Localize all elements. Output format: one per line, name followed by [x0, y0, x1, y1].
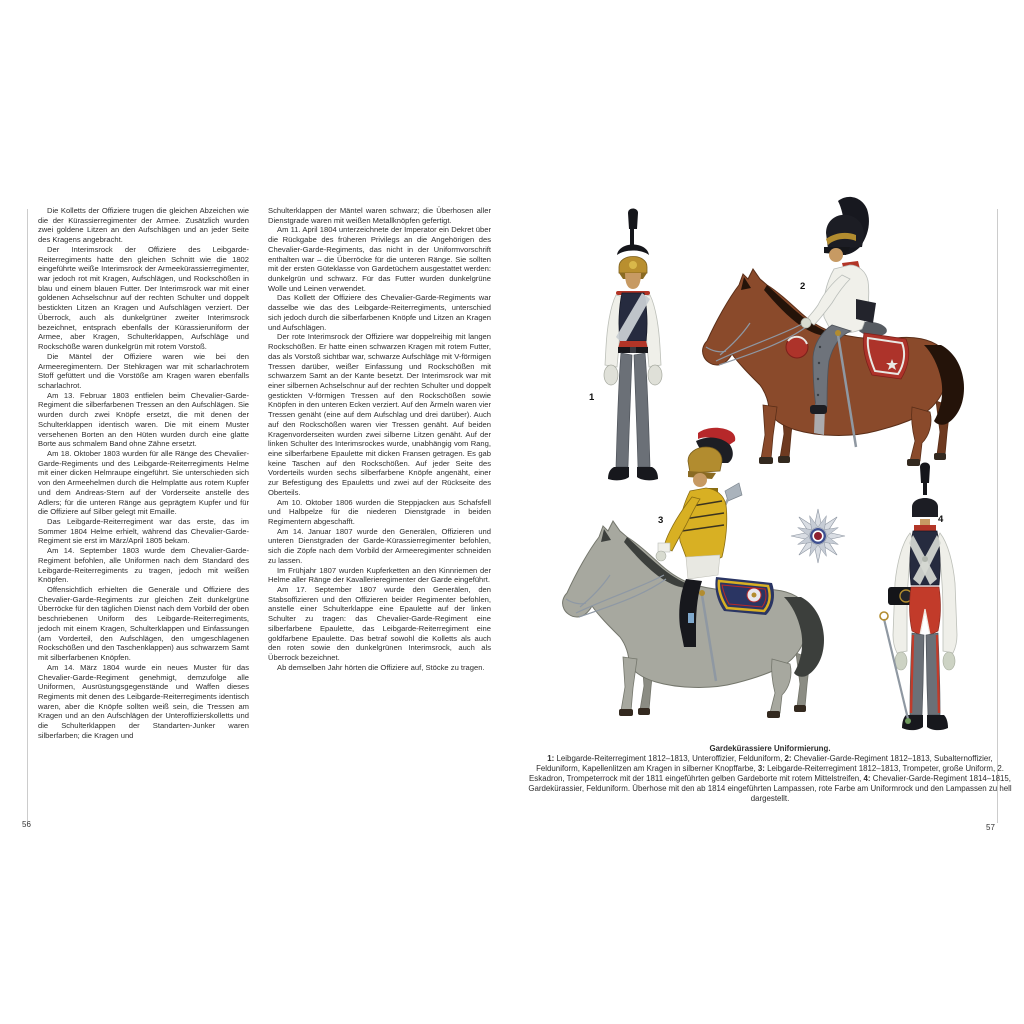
paragraph: Das Leibgarde-Reiterregiment war das erste, das im Sommer 1804 Helme erhielt, während das Chevalier-Garde-Regiment sie erst im März/April 1805 bekam.	[38, 517, 249, 546]
paragraph: Schulterklappen der Mäntel waren schwarz; die Überhosen aller Dienstgrade waren mit weißen Metallknöpfen gefertigt.	[268, 206, 491, 225]
paragraph: Am 14. September 1803 wurde dem Chevalier-Garde-Regiment befohlen, alle Uniformen nach dem Standard des Leibgarde-Reiterregiments zu tragen, jedoch mit weißen Knöpfen.	[38, 546, 249, 585]
guard-star-badge-icon	[791, 509, 845, 563]
paragraph: Am 11. April 1804 unterzeichnete der Imperator ein Dekret über die Rückgabe des früheren Privilegs an die Angehörigen des Chevalier-Garde-Regiments, das nicht in der Uniformvorschrift enthalten war – die Überröcke für die unteren Ränge. Sie sollten mit der ersten Güteklasse von Gardetüchern ausgestattet werden: dunkelgrün und schwarz. Für das Futter wurden dunkelgrüne Wolle und Leinen verwendet.	[268, 225, 491, 293]
text-column-1	[38, 206, 249, 741]
paragraph: Offensichtlich erhielten die Generäle und Offiziere des Chevalier-Garde-Regiments zur gleichen Zeit dunkelgrüne Überröcke für den täglichen Dienst nach dem Vorbild der oben beschriebenen Uniform des Leibgarde-Reiterregiments, jedoch mit einem Kragen, Schulterklappen und Einfassungen (am Vorderteil, den Aufschlägen, den umgeschlagenen Rockschößen und den Taschenklappen) aus schwarzem Samt mit silberfarbenen Knöpfen.	[38, 585, 249, 663]
caption-title: Gardekürassiere Uniformierung.	[709, 744, 831, 753]
caption-body: 1: Leibgarde-Reiterregiment 1812–1813, Unteroffizier, Felduniform, 2: Chevalier-Garde-Regiment 1812–1813, Subalternoffizier, Felduniform, Kapellenlitzen am Kragen in silberner Knopffarbe, 3: Leibgarde-Reiterregiment 1812–1813, Trompeter, große Uniform, 2. Eskadron, Trompeterrock mit der 1811 eingeführten gelben Gardeborte mit rotem Mittelstreifen, 4: Chevalier-Garde-Regiment 1814–1815, Gardekürassier, Felduniform. Überhose mit den ab 1814 eingeführten Lampassen, rote Farbe am Uniformrock und den Lampassen zu hell dargestellt.	[528, 753, 1012, 803]
standing-cuirassier-back-icon	[880, 463, 957, 731]
paragraph: Der Interimsrock der Offiziere des Leibgarde-Reiterregiments hatte den gleichen Schnitt wie die 1802 eingeführte weiße Interimsrock der Armeekürassierregimenter, war jedoch rot mit Kragen, Aufschlägen, und Rockschößen in blau und einem blauen Futter. Der Interimsrock war mit einer goldenen Achselschnur auf der rechten Schulter und doppelt bestickten Litzen an Kragen und Aufschlägen verziert. Der Überrock, auch als dunkelgrüner zweiter Interimsrock bezeichnet, entsprach ebenfalls der Kürassieruniform der Armee, aber Kragen, Schulterklappen, Aufschläge und Rockschöße waren dunkelgrün mit rotem Vorstoß.	[38, 244, 249, 352]
figure-label-1: 1	[589, 392, 595, 403]
paragraph: Ab demselben Jahr hörten die Offiziere auf, Stöcke zu tragen.	[277, 662, 485, 672]
paragraph: Der rote Interimsrock der Offiziere war doppelreihig mit langen Rockschößen. Er hatte einen schwarzen Kragen mit rotem Futter, das als Vorstoß sichtbar war, schwarze Aufschläge mit V-förmigen Tressen darüber, weißer Einfassung und Rockschößen mit schwarzem Samt an der Kante besetzt. Der Interimsrock war mit einer silbernen Achselschnur auf der rechten Schulter und doppelt gestickten V-förmigen Tressen auf den Rockschößen sowie Knöpfen in den unteren Ecken verziert. Auf den Ärmeln waren vier Tressen genäht (eine auf dem Aufschlag und drei darüber). Auch auf den Rockschößen waren vier Tressen genäht. Auf beiden Kragenvorderseiten wurden zwei silberne Litzen genäht. Auf der linken Schulter des Interimsrockes wurde, unabhängig vom Rang, eine silberfarbene Epaulette mit dicken Fransen getragen. Es gab keine Taschen auf den Rockschößen. Auf jeder Seite des Vorderteils wurden sechs silberfarbene Knöpfe angenäht, einer zur Befestigung des Epauletts und zwei auf der Rückseite des Oberteils.	[268, 332, 491, 497]
text-column-2	[268, 206, 491, 673]
figure-label-3: 3	[658, 515, 664, 526]
paragraph: Die Kolletts der Offiziere trugen die gleichen Abzeichen wie die der Kürassierregimenter der Armee. Zusätzlich wurden zwei goldene Litzen an den Aufschlägen und an jeder Seite des Kragens angebracht.	[38, 206, 249, 245]
paragraph: Das Kollett der Offiziere des Chevalier-Garde-Regiments war dasselbe wie das des Leibgarde-Reiterregiments, unterschied sich jedoch durch die silberfarbenen Knöpfe und Litzen an Kragen und Aufschlägen.	[268, 293, 491, 332]
page-number-left: 56	[22, 820, 31, 829]
figure-label-2: 2	[800, 281, 806, 292]
paragraph: Am 14. März 1804 wurde ein neues Muster für das Chevalier-Garde-Regiment genehmigt, demzufolge alle Uniformen, Ausrüstungsgegenstände und Waffen dieses Regiments mit denen des Leibgarde-Reiterregiments identisch waren, aber die Knöpfe sollten weiß sein, die Tressen am Kragen und an den Aufschlägen der Unteroffizierskolletts und die Schulterklappen der Standarten-Junker waren silberfarben; die Kragen und	[38, 662, 249, 740]
paragraph: Am 10. Oktober 1806 wurden die Steppjacken aus Schafsfell und Halbpelze für die niederen Dienstgrade in beiden Regimentern abgeschafft.	[268, 497, 491, 526]
paragraph: Die Mäntel der Offiziere waren wie bei den Armeeregimentern. Der Stehkragen war mit scharlachrotem Stoff gefüttert und die Vorstöße am Kragen waren ebenfalls scharlachrot.	[38, 351, 249, 390]
paragraph: Am 14. Januar 1807 wurde den Generälen, Offizieren und unteren Dienstgraden der Garde-Kürassierregimenter befohlen, sich die Zöpfe nach dem Vorbild der Armeeregimenter schneiden zu lassen.	[268, 526, 491, 565]
plate-caption	[528, 744, 1012, 803]
page-number-right: 57	[986, 823, 995, 832]
paragraph: Im Frühjahr 1807 wurden Kupferketten an den Kinnriemen der Helme aller Ränge der Kavallerieregimenter der Garde eingeführt.	[268, 565, 491, 585]
paragraph: Am 17. September 1807 wurde den Generälen, den Stabsoffizieren und den Offizieren beider Regimenter befohlen, anstelle einer Schulterklappe eine Epaulette auf der linken Schulter zu tragen: das Chevalier-Garde-Regiment eine silberfarbene Epaulette, das Leibgarde-Reiterregiment eine goldfarbene Epaulette. Das betraf sowohl die Kolletts als auch den roten sowie den dunkelgrünen Interimsrock, auch als Überrock bezeichnet.	[268, 585, 491, 663]
left-page-edge-line	[27, 209, 28, 823]
figure-label-4: 4	[938, 514, 944, 525]
uniform-plate-illustration	[520, 195, 1012, 755]
standing-cuirassier-front-icon	[604, 209, 662, 481]
paragraph: Am 13. Februar 1803 entfielen beim Chevalier-Garde-Regiment die silberfarbenen Tressen an den Aufschlägen. Sie wurden durch zwei Knöpfe ersetzt, die mit denen der Schulterklappen identisch waren. Die mit einem Muster versehenen Borten an den Hüten wurden durch eine glatte Borte aus schmalem Band ohne Zähne ersetzt.	[38, 390, 249, 449]
mounted-trumpeter-icon	[563, 428, 824, 718]
paragraph: Am 18. Oktober 1803 wurden für alle Ränge des Chevalier-Garde-Regiments und des Leibgarde-Reiterregiments Helme mit einer dicken Helmraupe eingeführt. Sie unterschieden sich von den Armeehelmen durch die Helmplatte aus rotem Kupfer und dem Andreas-Stern auf der Vorderseite anstelle des Adlers; für die unteren Ränge aus geprägtem Kupfer und für die Offiziere auf Silber gelegt mit Emaille.	[38, 448, 249, 517]
mounted-cuirassier-icon	[703, 197, 964, 466]
